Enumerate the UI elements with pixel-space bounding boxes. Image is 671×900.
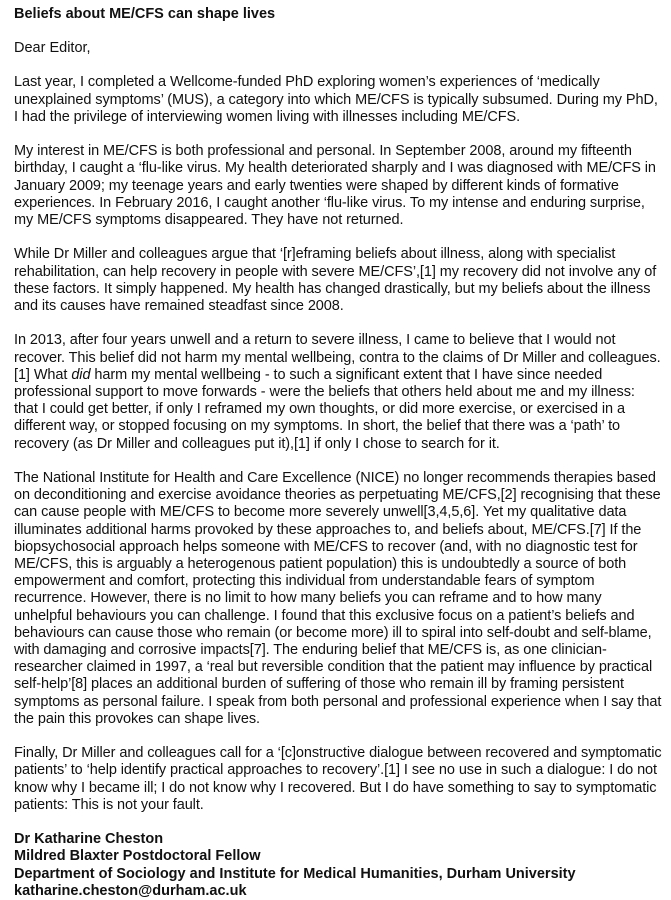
- salutation: Dear Editor,: [14, 40, 91, 57]
- paragraph-4: [14, 332, 662, 452]
- letter-title: Beliefs about ME/CFS can shape lives: [14, 6, 276, 22]
- author-email: katharine.cheston@durham.ac.uk: [14, 882, 247, 899]
- paragraph-5: The National Institute for Health and Care Excellence (NICE) no longer recommends therapies based on deconditioning and exercise avoidance theories as perpetuating ME/CFS,[2] recognising that these can cause people with ME/CFS to become more severely unwell[3,4,5,6]. Yet my qualitative data illuminates additional harms provoked by these approaches to, and beliefs about, ME/CFS.[7] If the biopsychosocial approach helps someone with ME/CFS to recover (and, with no diagnostic test for ME/CFS, this is arguably a heterogenous patient population) this is undoubtedly a source of both empowerment and comfort, protecting this individual from understandable fears of symptom recurrence. However, there is no limit to how many beliefs you can reframe and to how many unhelpful behaviours you can challenge. I found that this exclusive focus on a patient’s beliefs and behaviours can cause those who remain (or become more) ill to spiral into self-doubt and self-blame, with damaging and corrosive impacts[7]. The enduring belief that ME/CFS is, as one clinician-researcher claimed in 1997, a ‘real but reversible condition that the patient may influence by practical self-help’[8] places an additional burden of suffering of those who remain ill by framing persistent symptoms as personal failure. I speak from both personal and professional experience when I say that the pain this provokes can shape lives.: [14, 470, 662, 727]
- paragraph-6: Finally, Dr Miller and colleagues call for a ‘[c]onstructive dialogue between recovered and symptomatic patients’ to ‘help identify practical approaches to recovery’.[1] I see no use in such a dialogue: I do not know why I became ill; I do not know why I recovered. But I do have something to say to symptomatic patients: This is not your fault.: [14, 745, 662, 813]
- paragraph-1: Last year, I completed a Wellcome-funded PhD exploring women’s experiences of ‘medically unexplained symptoms’ (MUS), a category into which ME/CFS is typically subsumed. During my PhD, I had the privilege of interviewing women living with illnesses including ME/CFS.: [14, 74, 658, 125]
- paragraph-4-text-a: In 2013, after four years unwell and a return to severe illness, I came to believe that I would not recover. This belief did not harm my mental wellbeing, contra to the claims of Dr Miller and colleagues.[1] What: [14, 332, 661, 383]
- paragraph-2: My interest in ME/CFS is both professional and personal. In September 2008, around my fifteenth birthday, I caught a ‘flu-like virus. My health deteriorated sharply and I was diagnosed with ME/CFS in January 2009; my teenage years and early twenties were shaped by different kinds of formative experiences. In February 2016, I caught another ‘flu-like virus. To my intense and enduring surprise, my ME/CFS symptoms disappeared. They have not returned.: [14, 143, 656, 229]
- signature-block: [14, 831, 662, 900]
- paragraph-4-emphasis: did: [71, 366, 91, 383]
- paragraph-3: While Dr Miller and colleagues argue that ‘[r]eframing beliefs about illness, along with specialist rehabilitation, can help recovery in people with severe ME/CFS’,[1] my recovery did not involve any of these factors. It simply happened. My health has changed drastically, but my beliefs about the illness and its causes have remained steadfast since 2008.: [14, 246, 657, 315]
- author-position: Mildred Blaxter Postdoctoral Fellow: [14, 848, 261, 865]
- author-department: Department of Sociology and Institute for Medical Humanities, Durham University: [14, 865, 576, 882]
- paragraph-4-text-b: harm my mental wellbeing - to such a significant extent that I have since needed professional support to move forwards - were the beliefs that others held about me and my illness: that I could get better, if only I reframed my own thoughts, or did more exercise, or exercised in a different way, or stopped focusing on my symptoms. In short, the belief that there was a ‘path’ to recovery (as Dr Miller and colleagues put it),[1] if only I chose to search for it.: [14, 366, 635, 452]
- author-name: Dr Katharine Cheston: [14, 831, 164, 848]
